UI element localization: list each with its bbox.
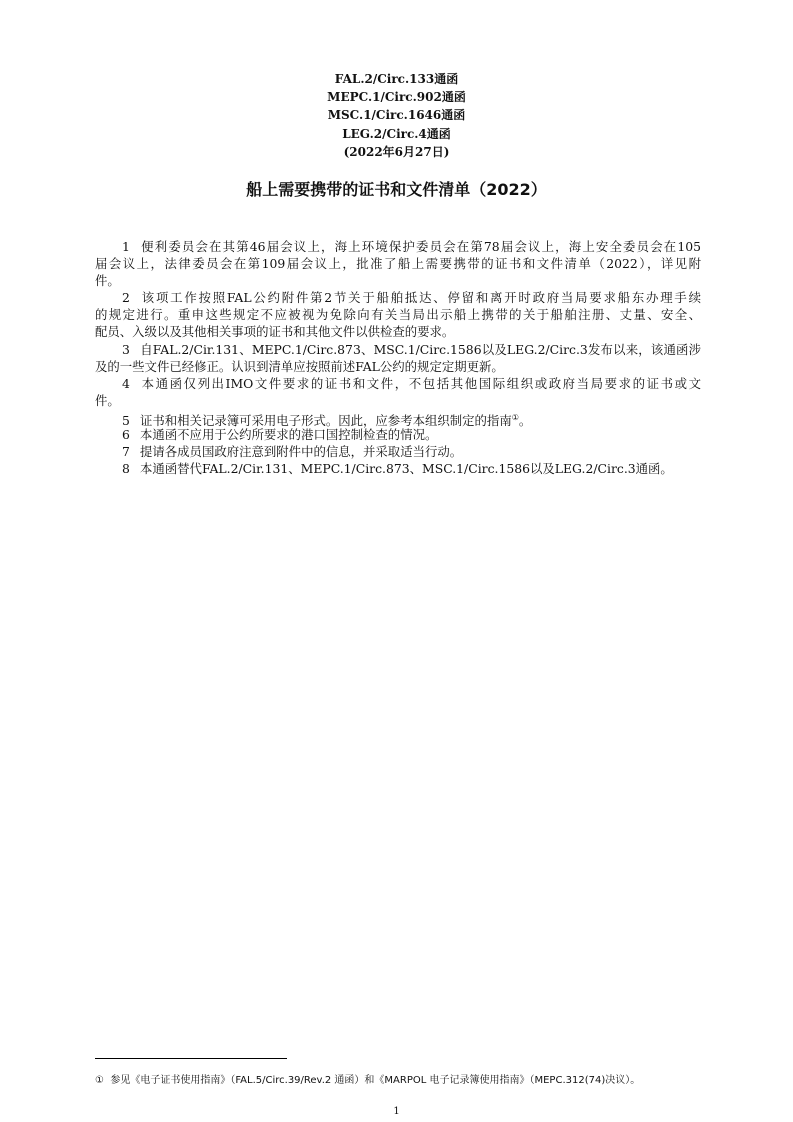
circular-ref-fal: FAL.2/Circ.133通函 <box>334 72 459 86</box>
paragraph-7 <box>95 443 701 460</box>
paragraph-8 <box>95 460 701 477</box>
paragraph-1 <box>95 238 701 289</box>
circular-date: (2022年6月27日) <box>343 145 450 159</box>
paragraph-number: 5 <box>122 413 130 429</box>
paragraph-text: 件。 <box>95 392 120 408</box>
paragraph-text: 的规定进行。重申这些规定不应被视为免除向有关当局出示船上携带的关于船舶注册、丈量、安全、 <box>95 307 701 323</box>
paragraph-number: 2 <box>122 290 130 306</box>
paragraph-3 <box>95 341 701 375</box>
paragraph-number: 1 <box>122 239 130 254</box>
paragraph-number: 7 <box>122 444 130 460</box>
paragraph-number: 4 <box>122 375 130 391</box>
footnote-text: 参见《电子证书使用指南》（FAL.5/Circ.39/Rev.2 通函）和《MARPOL 电子记录簿使用指南》（MEPC.312(74)决议）。 <box>110 1075 641 1086</box>
paragraph-text: 件。 <box>95 273 120 289</box>
paragraph-2 <box>95 289 701 340</box>
page-number: 1 <box>393 1106 400 1117</box>
paragraph-text: 便利委员会在其第46届会议上，海上环境保护委员会在第78届会议上，海上安全委员会在105 <box>140 239 701 254</box>
paragraph-6 <box>95 426 701 443</box>
paragraph-text: 本通函替代FAL.2/Cir.131、MEPC.1/Circ.873、MSC.1/Circ.1586以及LEG.2/Circ.3通函。 <box>140 461 673 477</box>
paragraph-number: 3 <box>122 341 130 357</box>
footnote-reference[interactable]: ① <box>511 412 519 422</box>
circular-ref-leg: LEG.2/Circ.4通函 <box>342 127 451 141</box>
paragraph-number: 6 <box>122 427 130 443</box>
document-title: 船上需要携带的证书和文件清单（2022） <box>246 180 547 199</box>
paragraph-text: 该项工作按照FAL公约附件第2节关于船舶抵达、停留和离开时政府当局要求船东办理手续 <box>140 290 701 306</box>
paragraph-text: 本通函不应用于公约所要求的港口国控制检查的情况。 <box>140 427 438 443</box>
paragraph-5 <box>95 409 701 429</box>
paragraph-text: 。 <box>518 413 532 429</box>
document-body <box>95 238 701 477</box>
footnote-separator <box>95 1058 287 1059</box>
paragraph-text: 提请各成员国政府注意到附件中的信息，并采取适当行动。 <box>140 444 463 460</box>
circular-ref-mepc: MEPC.1/Circ.902通函 <box>327 90 466 104</box>
footnote <box>95 1071 640 1086</box>
paragraph-text: 自FAL.2/Cir.131、MEPC.1/Circ.873、MSC.1/Circ.1586以及LEG.2/Circ.3发布以来，该通函涉 <box>140 341 701 357</box>
paragraph-text: 本通函仅列出IMO文件要求的证书和文件，不包括其他国际组织或政府当局要求的证书或文 <box>140 375 701 391</box>
circular-ref-msc: MSC.1/Circ.1646通函 <box>327 108 466 122</box>
footnote-mark: ① <box>95 1075 104 1086</box>
paragraph-text: 届会议上，法律委员会在第109届会议上，批准了船上需要携带的证书和文件清单（2022），详见附 <box>95 256 701 272</box>
paragraph-4 <box>95 375 701 409</box>
paragraph-text: 配员、入级以及其他相关事项的证书和其他文件以供检查的要求。 <box>95 324 455 340</box>
paragraph-text: 证书和相关记录簿可采用电子形式。因此，应参考本组织制定的指南 <box>140 413 512 429</box>
paragraph-number: 8 <box>122 461 130 477</box>
paragraph-text: 及的一些文件已经修正。认识到清单应按照前述FAL公约的规定定期更新。 <box>95 358 504 374</box>
